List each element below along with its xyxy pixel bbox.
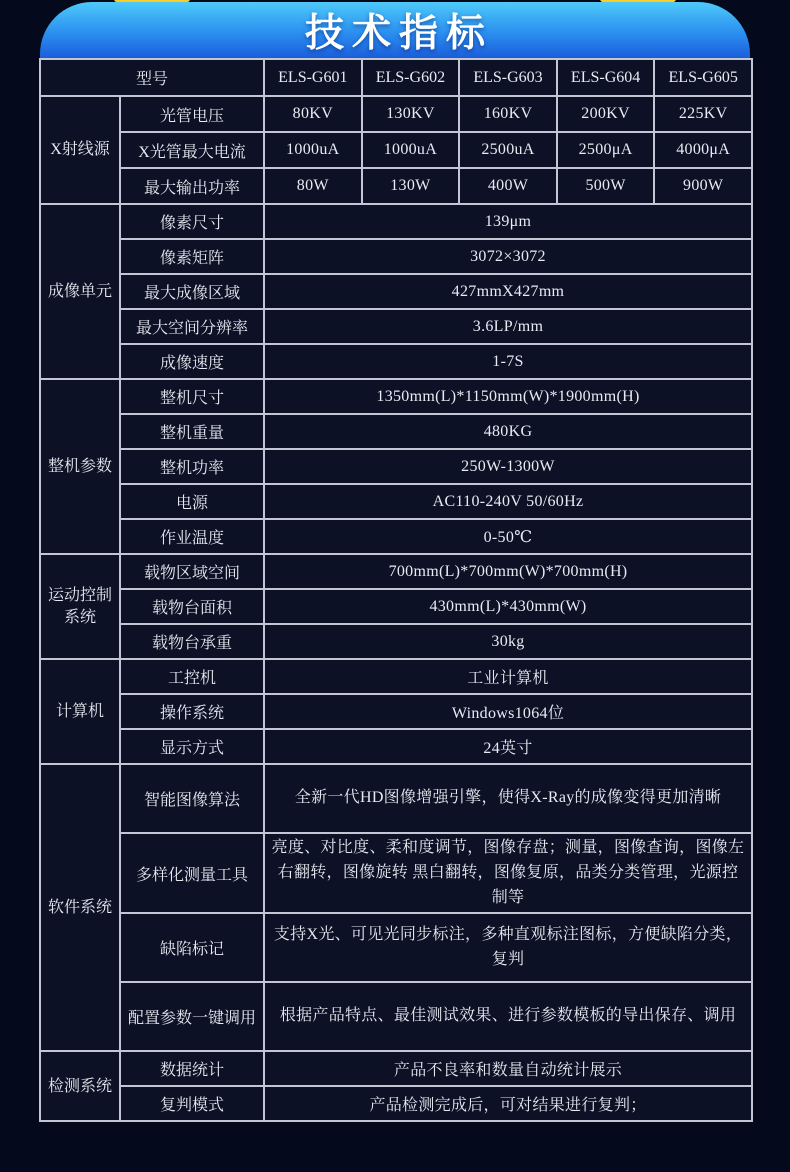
model-cell-els-g603: ELS-G603	[459, 59, 557, 96]
group-name-cell-software-system: 软件系统	[40, 764, 120, 1051]
spec-label-cell: 作业温度	[120, 519, 264, 554]
table-row	[40, 274, 752, 309]
spec-value-cell: 1000uA	[362, 132, 460, 168]
model-cell-els-g604: ELS-G604	[557, 59, 655, 96]
table-row	[40, 344, 752, 379]
spec-label-cell: 载物区域空间	[120, 554, 264, 589]
table-row	[40, 729, 752, 764]
spec-value-cell: 1350mm(L)*1150mm(W)*1900mm(H)	[264, 379, 752, 414]
table-row	[40, 414, 752, 449]
spec-label-cell: 整机重量	[120, 414, 264, 449]
spec-value-cell: 3072×3072	[264, 239, 752, 274]
spec-value-cell: 130KV	[362, 96, 460, 132]
spec-value-cell: 700mm(L)*700mm(W)*700mm(H)	[264, 554, 752, 589]
spec-label-cell: 智能图像算法	[120, 764, 264, 833]
table-row	[40, 168, 752, 204]
spec-label-cell: 复判模式	[120, 1086, 264, 1121]
spec-label-cell: 整机尺寸	[120, 379, 264, 414]
spec-value-cell: AC110-240V 50/60Hz	[264, 484, 752, 519]
spec-value-cell: 400W	[459, 168, 557, 204]
table-row	[40, 659, 752, 694]
table-row	[40, 982, 752, 1051]
table-row	[40, 913, 752, 982]
table-row	[40, 309, 752, 344]
spec-label-cell: 缺陷标记	[120, 913, 264, 982]
table-row	[40, 204, 752, 239]
spec-value-cell: 80W	[264, 168, 362, 204]
page-title: 技术指标	[304, 12, 493, 55]
spec-value-cell: 130W	[362, 168, 460, 204]
spec-label-cell: 操作系统	[120, 694, 264, 729]
group-name-cell-machine-params: 整机参数	[40, 379, 120, 554]
table-row	[40, 764, 752, 833]
spec-value-cell: 亮度、对比度、柔和度调节，图像存盘；测量，图像查询，图像左右翻转，图像旋转 黑白翻转，图像复原，品类分类管理，光源控制等	[264, 833, 752, 913]
model-cell-els-g602: ELS-G602	[362, 59, 460, 96]
spec-label-cell: 显示方式	[120, 729, 264, 764]
spec-value-cell: 产品不良率和数量自动统计展示	[264, 1051, 752, 1086]
spec-label-cell: 光管电压	[120, 96, 264, 132]
spec-value-cell: 900W	[654, 168, 752, 204]
spec-value-cell: 2500uA	[459, 132, 557, 168]
spec-value-cell: 0-50℃	[264, 519, 752, 554]
group-name-cell-xray-source: X射线源	[40, 96, 120, 204]
spec-value-cell: 1000uA	[264, 132, 362, 168]
spec-value-cell: Windows1064位	[264, 694, 752, 729]
spec-label-cell: 最大空间分辨率	[120, 309, 264, 344]
table-row	[40, 132, 752, 168]
table-row	[40, 379, 752, 414]
spec-value-cell: 产品检测完成后，可对结果进行复判；	[264, 1086, 752, 1121]
spec-value-cell: 200KV	[557, 96, 655, 132]
spec-value-cell: 3.6LP/mm	[264, 309, 752, 344]
table-row	[40, 1086, 752, 1121]
group-name-cell-imaging-unit: 成像单元	[40, 204, 120, 379]
spec-value-cell: 225KV	[654, 96, 752, 132]
spec-label-cell: 载物台承重	[120, 624, 264, 659]
table-row	[40, 589, 752, 624]
spec-label-cell: 多样化测量工具	[120, 833, 264, 913]
table-row	[40, 449, 752, 484]
spec-value-cell: 427mmX427mm	[264, 274, 752, 309]
spec-label-cell: X光管最大电流	[120, 132, 264, 168]
spec-label-cell: 最大成像区域	[120, 274, 264, 309]
spec-label-cell: 成像速度	[120, 344, 264, 379]
spec-label-cell: 配置参数一键调用	[120, 982, 264, 1051]
spec-label-cell: 整机功率	[120, 449, 264, 484]
spec-value-cell: 2500μA	[557, 132, 655, 168]
model-cell-els-g605: ELS-G605	[654, 59, 752, 96]
spec-value-cell: 250W-1300W	[264, 449, 752, 484]
spec-value-cell: 工业计算机	[264, 659, 752, 694]
table-row	[40, 624, 752, 659]
spec-label-cell: 数据统计	[120, 1051, 264, 1086]
table-row	[40, 239, 752, 274]
table-row	[40, 96, 752, 132]
group-name-cell-motion-control: 运动控制系统	[40, 554, 120, 659]
spec-value-cell: 1-7S	[264, 344, 752, 379]
table-row	[40, 519, 752, 554]
spec-value-cell: 全新一代HD图像增强引擎，使得X-Ray的成像变得更加清晰	[264, 764, 752, 833]
spec-label-cell: 工控机	[120, 659, 264, 694]
spec-value-cell: 160KV	[459, 96, 557, 132]
banner	[40, 2, 750, 58]
spec-label-cell: 像素尺寸	[120, 204, 264, 239]
spec-table	[39, 58, 753, 1122]
group-name-cell-inspection-system: 检测系统	[40, 1051, 120, 1121]
table-row	[40, 833, 752, 913]
spec-value-cell: 4000μA	[654, 132, 752, 168]
spec-value-cell: 80KV	[264, 96, 362, 132]
group-name-cell-computer: 计算机	[40, 659, 120, 764]
spec-value-cell: 430mm(L)*430mm(W)	[264, 589, 752, 624]
spec-label-cell: 最大输出功率	[120, 168, 264, 204]
table-row	[40, 554, 752, 589]
model-header-cell: 型号	[40, 59, 264, 96]
spec-value-cell: 139μm	[264, 204, 752, 239]
spec-label-cell: 电源	[120, 484, 264, 519]
spec-label-cell: 载物台面积	[120, 589, 264, 624]
spec-value-cell: 480KG	[264, 414, 752, 449]
spec-value-cell: 30kg	[264, 624, 752, 659]
spec-value-cell: 支持X光、可见光同步标注，多种直观标注图标，方便缺陷分类，复判	[264, 913, 752, 982]
model-cell-els-g601: ELS-G601	[264, 59, 362, 96]
table-row	[40, 1051, 752, 1086]
table-row	[40, 694, 752, 729]
table-header-row	[40, 59, 752, 96]
table-row	[40, 484, 752, 519]
spec-label-cell: 像素矩阵	[120, 239, 264, 274]
spec-value-cell: 根据产品特点、最佳测试效果、进行参数模板的导出保存、调用	[264, 982, 752, 1051]
spec-value-cell: 24英寸	[264, 729, 752, 764]
spec-value-cell: 500W	[557, 168, 655, 204]
